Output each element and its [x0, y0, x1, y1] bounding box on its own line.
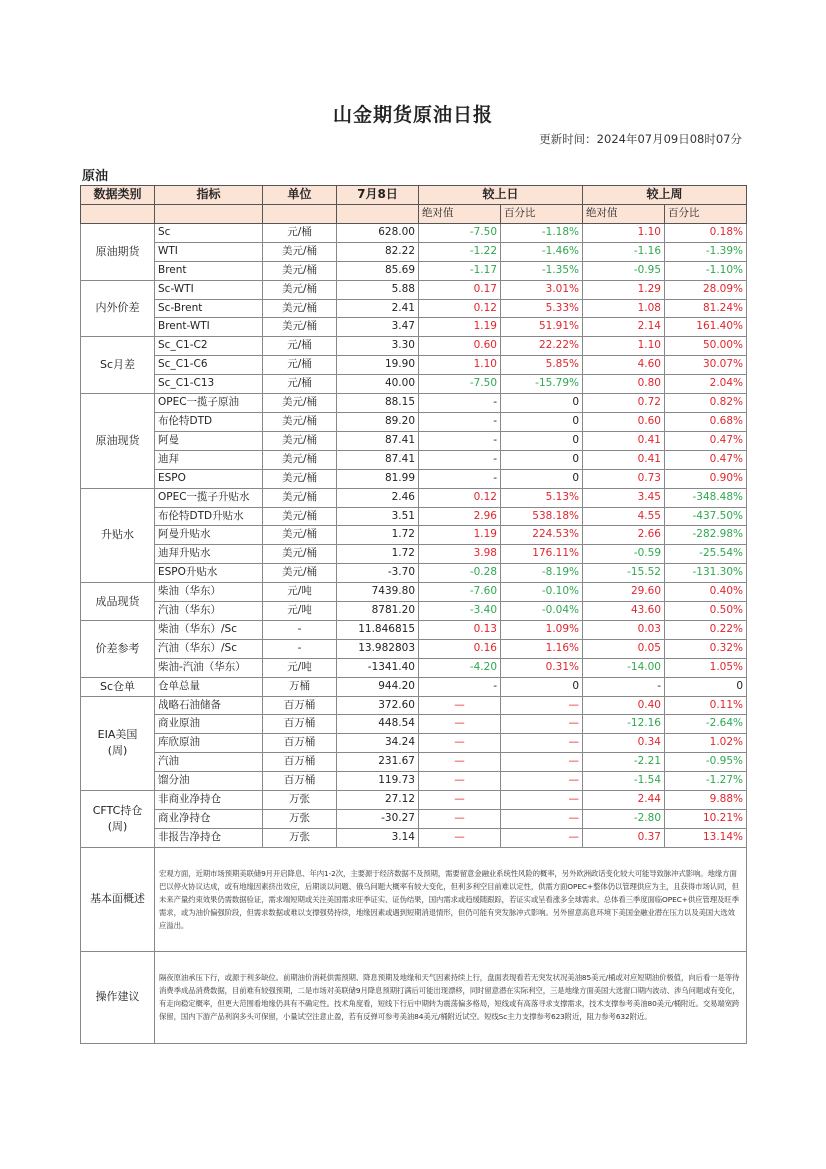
week-abs-cell: 0.40: [583, 696, 665, 715]
unit-cell: 元/桶: [263, 375, 337, 394]
indicator-cell: Sc-WTI: [155, 280, 263, 299]
week-abs-cell: 3.45: [583, 488, 665, 507]
category-cell: 价差参考: [81, 620, 155, 677]
day-abs-cell: -3.40: [419, 602, 501, 621]
header-indicator: 指标: [155, 186, 263, 205]
indicator-cell: WTI: [155, 242, 263, 261]
day-pct-cell: -1.18%: [501, 223, 583, 242]
value-cell: -3.70: [337, 564, 419, 583]
value-cell: 34.24: [337, 734, 419, 753]
day-pct-cell: 0: [501, 469, 583, 488]
value-cell: 3.30: [337, 337, 419, 356]
week-abs-cell: 2.14: [583, 318, 665, 337]
table-row: [81, 431, 747, 450]
week-pct-cell: 10.21%: [665, 810, 747, 829]
day-abs-cell: —: [419, 772, 501, 791]
table-row: [81, 545, 747, 564]
week-abs-cell: -1.54: [583, 772, 665, 791]
day-abs-cell: -: [419, 677, 501, 696]
header-date: 7月8日: [337, 186, 419, 205]
value-cell: 231.67: [337, 753, 419, 772]
section-title: 原油: [82, 169, 109, 184]
indicator-cell: 柴油（华东）: [155, 583, 263, 602]
week-abs-cell: 4.60: [583, 356, 665, 375]
value-cell: 87.41: [337, 431, 419, 450]
unit-cell: 美元/桶: [263, 299, 337, 318]
value-cell: 81.99: [337, 469, 419, 488]
unit-cell: 百万桶: [263, 715, 337, 734]
table-row: [81, 658, 747, 677]
value-cell: 1.72: [337, 545, 419, 564]
week-pct-cell: -25.54%: [665, 545, 747, 564]
day-pct-cell: 224.53%: [501, 526, 583, 545]
unit-cell: 美元/桶: [263, 318, 337, 337]
value-cell: 2.46: [337, 488, 419, 507]
day-abs-cell: —: [419, 810, 501, 829]
indicator-cell: 非商业净持仓: [155, 791, 263, 810]
day-abs-cell: 1.19: [419, 526, 501, 545]
day-abs-cell: -7.50: [419, 223, 501, 242]
day-pct-cell: 51.91%: [501, 318, 583, 337]
table-row: [81, 564, 747, 583]
day-pct-cell: 176.11%: [501, 545, 583, 564]
unit-cell: 元/吨: [263, 658, 337, 677]
table-row: [81, 696, 747, 715]
day-pct-cell: —: [501, 828, 583, 847]
table-row: [81, 242, 747, 261]
day-pct-cell: 0: [501, 450, 583, 469]
unit-cell: 百万桶: [263, 696, 337, 715]
day-pct-cell: 0.31%: [501, 658, 583, 677]
day-abs-cell: —: [419, 753, 501, 772]
day-pct-cell: 5.85%: [501, 356, 583, 375]
unit-cell: -: [263, 620, 337, 639]
day-abs-cell: —: [419, 715, 501, 734]
day-abs-cell: —: [419, 828, 501, 847]
week-abs-cell: -12.16: [583, 715, 665, 734]
day-abs-cell: 0.13: [419, 620, 501, 639]
week-pct-cell: 28.09%: [665, 280, 747, 299]
value-cell: 27.12: [337, 791, 419, 810]
day-pct-cell: 3.01%: [501, 280, 583, 299]
value-cell: 87.41: [337, 450, 419, 469]
indicator-cell: 迪拜升贴水: [155, 545, 263, 564]
subheader-week-pct: 百分比: [665, 205, 747, 224]
value-cell: 13.982803: [337, 639, 419, 658]
unit-cell: 元/桶: [263, 337, 337, 356]
day-abs-cell: -0.28: [419, 564, 501, 583]
advice-row: [81, 951, 747, 1043]
table-row: [81, 280, 747, 299]
value-cell: 5.88: [337, 280, 419, 299]
category-cell: 成品现货: [81, 583, 155, 621]
table-row: [81, 299, 747, 318]
day-pct-cell: —: [501, 791, 583, 810]
table-row: [81, 318, 747, 337]
value-cell: 3.47: [337, 318, 419, 337]
table-row: [81, 375, 747, 394]
week-abs-cell: -0.59: [583, 545, 665, 564]
week-pct-cell: 0.47%: [665, 431, 747, 450]
week-pct-cell: 50.00%: [665, 337, 747, 356]
indicator-cell: Sc-Brent: [155, 299, 263, 318]
week-abs-cell: 1.08: [583, 299, 665, 318]
category-cell: 内外价差: [81, 280, 155, 337]
week-pct-cell: 0: [665, 677, 747, 696]
unit-cell: -: [263, 639, 337, 658]
day-pct-cell: —: [501, 734, 583, 753]
indicator-cell: Brent: [155, 261, 263, 280]
table-row: [81, 394, 747, 413]
day-abs-cell: —: [419, 696, 501, 715]
table-row: [81, 450, 747, 469]
value-cell: 119.73: [337, 772, 419, 791]
indicator-cell: Sc_C1-C13: [155, 375, 263, 394]
week-abs-cell: 43.60: [583, 602, 665, 621]
week-abs-cell: 0.80: [583, 375, 665, 394]
subheader-week-abs: 绝对值: [583, 205, 665, 224]
value-cell: 8781.20: [337, 602, 419, 621]
indicator-cell: ESPO: [155, 469, 263, 488]
day-abs-cell: 1.10: [419, 356, 501, 375]
week-pct-cell: -1.10%: [665, 261, 747, 280]
day-pct-cell: -0.04%: [501, 602, 583, 621]
day-pct-cell: 0: [501, 677, 583, 696]
week-pct-cell: 0.90%: [665, 469, 747, 488]
value-cell: 448.54: [337, 715, 419, 734]
unit-cell: 万桶: [263, 677, 337, 696]
day-abs-cell: -: [419, 450, 501, 469]
indicator-cell: 仓单总量: [155, 677, 263, 696]
unit-cell: 美元/桶: [263, 469, 337, 488]
week-abs-cell: 29.60: [583, 583, 665, 602]
day-pct-cell: 0: [501, 394, 583, 413]
value-cell: 85.69: [337, 261, 419, 280]
unit-cell: 元/吨: [263, 602, 337, 621]
table-row: [81, 620, 747, 639]
table-row: [81, 261, 747, 280]
day-pct-cell: —: [501, 696, 583, 715]
table-row: [81, 753, 747, 772]
unit-cell: 美元/桶: [263, 564, 337, 583]
indicator-cell: 阿曼升贴水: [155, 526, 263, 545]
day-pct-cell: 5.13%: [501, 488, 583, 507]
indicator-cell: 非报告净持仓: [155, 828, 263, 847]
table-row: [81, 677, 747, 696]
week-abs-cell: 1.10: [583, 337, 665, 356]
indicator-cell: 汽油: [155, 753, 263, 772]
day-pct-cell: -15.79%: [501, 375, 583, 394]
value-cell: 3.14: [337, 828, 419, 847]
day-pct-cell: 1.16%: [501, 639, 583, 658]
week-abs-cell: 2.66: [583, 526, 665, 545]
week-abs-cell: -1.16: [583, 242, 665, 261]
week-pct-cell: -282.98%: [665, 526, 747, 545]
value-cell: 1.72: [337, 526, 419, 545]
day-abs-cell: -7.60: [419, 583, 501, 602]
day-abs-cell: 2.96: [419, 507, 501, 526]
subheader-day-pct: 百分比: [501, 205, 583, 224]
week-abs-cell: 0.34: [583, 734, 665, 753]
day-pct-cell: —: [501, 810, 583, 829]
value-cell: 82.22: [337, 242, 419, 261]
week-abs-cell: -2.21: [583, 753, 665, 772]
unit-cell: 万张: [263, 828, 337, 847]
subheader-row: [81, 205, 747, 224]
day-pct-cell: 0: [501, 412, 583, 431]
category-cell: CFTC持仓 (周): [81, 791, 155, 848]
week-abs-cell: 1.10: [583, 223, 665, 242]
day-abs-cell: -7.50: [419, 375, 501, 394]
week-abs-cell: 0.41: [583, 450, 665, 469]
header-unit: 单位: [263, 186, 337, 205]
day-pct-cell: -8.19%: [501, 564, 583, 583]
unit-cell: 美元/桶: [263, 545, 337, 564]
week-pct-cell: -131.30%: [665, 564, 747, 583]
value-cell: 372.60: [337, 696, 419, 715]
table-row: [81, 337, 747, 356]
table-row: [81, 772, 747, 791]
value-cell: 2.41: [337, 299, 419, 318]
value-cell: -1341.40: [337, 658, 419, 677]
week-abs-cell: -: [583, 677, 665, 696]
unit-cell: 美元/桶: [263, 450, 337, 469]
day-pct-cell: —: [501, 753, 583, 772]
unit-cell: 美元/桶: [263, 431, 337, 450]
indicator-cell: ESPO升贴水: [155, 564, 263, 583]
indicator-cell: Brent-WTI: [155, 318, 263, 337]
subheader-day-abs: 绝对值: [419, 205, 501, 224]
week-pct-cell: 1.05%: [665, 658, 747, 677]
week-pct-cell: 0.22%: [665, 620, 747, 639]
day-abs-cell: -: [419, 469, 501, 488]
table-row: [81, 602, 747, 621]
indicator-cell: 库欣原油: [155, 734, 263, 753]
week-pct-cell: -1.39%: [665, 242, 747, 261]
table-row: [81, 356, 747, 375]
header-category: 数据类别: [81, 186, 155, 205]
value-cell: 7439.80: [337, 583, 419, 602]
day-pct-cell: -1.46%: [501, 242, 583, 261]
day-abs-cell: -4.20: [419, 658, 501, 677]
week-abs-cell: -14.00: [583, 658, 665, 677]
day-abs-cell: —: [419, 734, 501, 753]
report-title: 山金期货原油日报: [332, 104, 493, 126]
value-cell: 11.846815: [337, 620, 419, 639]
indicator-cell: OPEC一揽子升贴水: [155, 488, 263, 507]
week-abs-cell: 0.73: [583, 469, 665, 488]
indicator-cell: 布伦特DTD升贴水: [155, 507, 263, 526]
day-abs-cell: 0.16: [419, 639, 501, 658]
day-abs-cell: 0.12: [419, 299, 501, 318]
week-pct-cell: -2.64%: [665, 715, 747, 734]
day-abs-cell: 0.17: [419, 280, 501, 299]
day-pct-cell: -1.35%: [501, 261, 583, 280]
day-abs-cell: -: [419, 394, 501, 413]
week-pct-cell: 0.40%: [665, 583, 747, 602]
table-row: [81, 715, 747, 734]
indicator-cell: 柴油-汽油（华东）: [155, 658, 263, 677]
value-cell: 3.51: [337, 507, 419, 526]
week-pct-cell: 0.11%: [665, 696, 747, 715]
day-abs-cell: —: [419, 791, 501, 810]
table-row: [81, 828, 747, 847]
value-cell: 88.15: [337, 394, 419, 413]
week-abs-cell: 0.41: [583, 431, 665, 450]
unit-cell: 美元/桶: [263, 261, 337, 280]
indicator-cell: Sc_C1-C6: [155, 356, 263, 375]
week-abs-cell: 1.29: [583, 280, 665, 299]
week-abs-cell: -2.80: [583, 810, 665, 829]
week-pct-cell: -0.95%: [665, 753, 747, 772]
header-row: [81, 186, 747, 205]
table-row: [81, 223, 747, 242]
day-pct-cell: 1.09%: [501, 620, 583, 639]
indicator-cell: 迪拜: [155, 450, 263, 469]
indicator-cell: 商业净持仓: [155, 810, 263, 829]
week-abs-cell: 0.37: [583, 828, 665, 847]
indicator-cell: 柴油（华东）/Sc: [155, 620, 263, 639]
category-cell: 原油期货: [81, 223, 155, 280]
indicator-cell: Sc: [155, 223, 263, 242]
indicator-cell: 汽油（华东）/Sc: [155, 639, 263, 658]
fundamentals-row: [81, 847, 747, 951]
table-row: [81, 734, 747, 753]
unit-cell: 美元/桶: [263, 507, 337, 526]
day-abs-cell: 3.98: [419, 545, 501, 564]
advice-label: 操作建议: [81, 951, 155, 1043]
value-cell: 89.20: [337, 412, 419, 431]
unit-cell: 百万桶: [263, 734, 337, 753]
header-vs-prev-day: 较上日: [419, 186, 583, 205]
update-time: 更新时间：2024年07月09日08时07分: [539, 132, 742, 146]
indicator-cell: OPEC一揽子原油: [155, 394, 263, 413]
day-pct-cell: 538.18%: [501, 507, 583, 526]
category-cell: EIA美国 (周): [81, 696, 155, 791]
unit-cell: 美元/桶: [263, 526, 337, 545]
day-abs-cell: -1.22: [419, 242, 501, 261]
unit-cell: 美元/桶: [263, 488, 337, 507]
unit-cell: 元/桶: [263, 223, 337, 242]
day-pct-cell: 22.22%: [501, 337, 583, 356]
fundamentals-text: 宏观方面，近期市场预期美联储9月开启降息、年内1-2次，主要源于经济数据不及预期，需要留意金融业系统性风险的概率，另外欧洲政话变化较大可能导致脉冲式影响。地缘方面巴以停火协议达成，或有地缘因素挤出效应，后期谈以问题、俄乌问题大概率有较大变化，但利多利空目前难以定性，供需方面OPEC+整体仍以管理供应为主，且获得市场认同，但未来产量约束效果仍需数据验证，需求端短期或关注美国需求旺季证实、证伪结果，国内需求或趋缓随跟踪，若证实或呈看涨多全球需求。总体看三季度面临OPEC+供应管理及旺季需求，或为油价偏强阶段，但需求数据或难以支撑强势持续，地缘因素或遇到短期消退情形，但仍可能有突发脉冲式影响。另外留意高息环境下美国金融业潜在压力以及美国大选效应溢出。: [155, 847, 747, 951]
week-pct-cell: -348.48%: [665, 488, 747, 507]
crude-oil-data-table: [80, 185, 747, 1044]
unit-cell: 元/吨: [263, 583, 337, 602]
advice-text: 隔夜原油承压下行，或源于利多缺位。前期油价消耗供需预期、降息预期及地缘和天气因素持续上行，盘面表现看若无突发状况美油85美元/桶或对应短期油价极值，向后看一是等待消费季成品消费数据，目前难有较强预期，二是市场对美联储9月降息预期打满后可能出现漂移，同时留意潜在实际利空，三是地缘方面美国大选窗口期内波动、涉乌问题或有变化，有走向稳定概率，但更大范围看地缘仍具有不确定性。技术角度看，短线下行后中期转为震荡偏多格局，短线或有高落寻求支撑需求，技术支撑参考美油80美元/桶附近。交易端宽跨保留，国内下游产品利润多头可保留，小量试空注意止盈，若有反弹可参考美油84美元/桶附近试空。短线Sc主力支撑参考623附近，阻力参考632附近。: [155, 951, 747, 1043]
week-pct-cell: 30.07%: [665, 356, 747, 375]
day-pct-cell: —: [501, 772, 583, 791]
unit-cell: 美元/桶: [263, 412, 337, 431]
week-pct-cell: 0.18%: [665, 223, 747, 242]
day-pct-cell: —: [501, 715, 583, 734]
week-pct-cell: 0.32%: [665, 639, 747, 658]
unit-cell: 百万桶: [263, 753, 337, 772]
day-abs-cell: 0.60: [419, 337, 501, 356]
value-cell: 944.20: [337, 677, 419, 696]
week-pct-cell: -437.50%: [665, 507, 747, 526]
value-cell: 19.90: [337, 356, 419, 375]
day-abs-cell: -: [419, 412, 501, 431]
table-row: [81, 526, 747, 545]
week-abs-cell: 2.44: [583, 791, 665, 810]
week-pct-cell: 161.40%: [665, 318, 747, 337]
unit-cell: 元/桶: [263, 356, 337, 375]
value-cell: 40.00: [337, 375, 419, 394]
day-pct-cell: 5.33%: [501, 299, 583, 318]
table-row: [81, 810, 747, 829]
indicator-cell: 战略石油储备: [155, 696, 263, 715]
unit-cell: 万张: [263, 810, 337, 829]
week-pct-cell: 1.02%: [665, 734, 747, 753]
unit-cell: 美元/桶: [263, 242, 337, 261]
week-abs-cell: -0.95: [583, 261, 665, 280]
week-pct-cell: 0.47%: [665, 450, 747, 469]
category-cell: 升贴水: [81, 488, 155, 583]
week-abs-cell: -15.52: [583, 564, 665, 583]
indicator-cell: 布伦特DTD: [155, 412, 263, 431]
category-cell: Sc月差: [81, 337, 155, 394]
unit-cell: 万张: [263, 791, 337, 810]
week-pct-cell: 2.04%: [665, 375, 747, 394]
week-abs-cell: 0.72: [583, 394, 665, 413]
week-pct-cell: -1.27%: [665, 772, 747, 791]
header-vs-prev-week: 较上周: [583, 186, 747, 205]
indicator-cell: 汽油（华东）: [155, 602, 263, 621]
day-pct-cell: 0: [501, 431, 583, 450]
table-row: [81, 791, 747, 810]
fundamentals-label: 基本面概述: [81, 847, 155, 951]
week-pct-cell: 0.82%: [665, 394, 747, 413]
day-abs-cell: -: [419, 431, 501, 450]
table-row: [81, 507, 747, 526]
week-abs-cell: 4.55: [583, 507, 665, 526]
week-pct-cell: 13.14%: [665, 828, 747, 847]
unit-cell: 美元/桶: [263, 280, 337, 299]
indicator-cell: 阿曼: [155, 431, 263, 450]
table-row: [81, 412, 747, 431]
category-cell: 原油现货: [81, 394, 155, 489]
week-pct-cell: 0.68%: [665, 412, 747, 431]
week-pct-cell: 0.50%: [665, 602, 747, 621]
week-abs-cell: 0.60: [583, 412, 665, 431]
indicator-cell: 商业原油: [155, 715, 263, 734]
indicator-cell: Sc_C1-C2: [155, 337, 263, 356]
category-cell: Sc仓单: [81, 677, 155, 696]
day-pct-cell: -0.10%: [501, 583, 583, 602]
table-row: [81, 488, 747, 507]
value-cell: -30.27: [337, 810, 419, 829]
table-row: [81, 639, 747, 658]
day-abs-cell: 0.12: [419, 488, 501, 507]
week-abs-cell: 0.05: [583, 639, 665, 658]
unit-cell: 百万桶: [263, 772, 337, 791]
week-pct-cell: 81.24%: [665, 299, 747, 318]
table-row: [81, 469, 747, 488]
day-abs-cell: 1.19: [419, 318, 501, 337]
day-abs-cell: -1.17: [419, 261, 501, 280]
unit-cell: 美元/桶: [263, 394, 337, 413]
week-pct-cell: 9.88%: [665, 791, 747, 810]
value-cell: 628.00: [337, 223, 419, 242]
table-row: [81, 583, 747, 602]
indicator-cell: 馏分油: [155, 772, 263, 791]
week-abs-cell: 0.03: [583, 620, 665, 639]
